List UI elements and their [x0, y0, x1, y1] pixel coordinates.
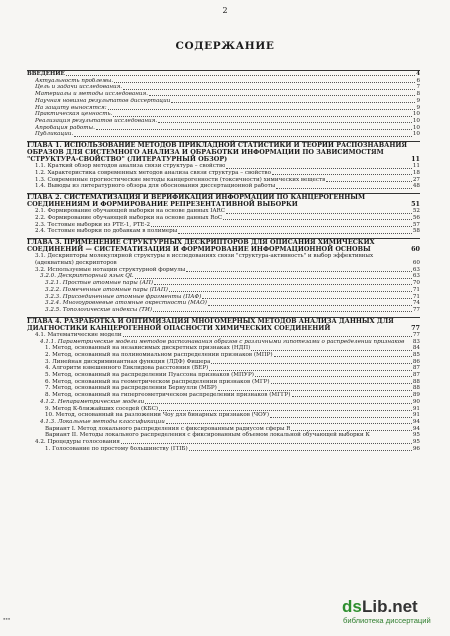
entry-title: 4.1.2. Непараметрические модели [40, 398, 145, 405]
entry-page: 95 [412, 439, 420, 446]
entry-title: Научная новизна результатов диссертации [35, 97, 171, 104]
chapter4-entry[interactable] [27, 385, 420, 392]
intro-entry[interactable] [27, 71, 420, 78]
entry-page: 89 [412, 392, 420, 399]
dot-leader [149, 95, 415, 96]
entry-page: 94 [412, 425, 420, 432]
chapter4-entry[interactable] [27, 365, 420, 372]
chapter3-entry[interactable] [27, 253, 420, 266]
dot-leader [154, 284, 412, 285]
entry-page: 10 [412, 131, 420, 138]
dot-leader [226, 168, 411, 169]
dot-leader [145, 403, 412, 404]
chapter1-entry[interactable] [27, 183, 420, 190]
dot-leader [186, 271, 412, 272]
svg-text:ds: ds [342, 597, 362, 616]
entry-title: Апробация работы. [35, 124, 95, 131]
dot-leader [166, 423, 412, 424]
chapter4-items [27, 332, 420, 453]
entry-page: 9 [416, 97, 420, 104]
entry-page: 88 [412, 385, 420, 392]
entry-page: 58 [412, 228, 420, 235]
dslib-logo [338, 593, 448, 627]
intro-entry[interactable] [27, 91, 420, 98]
chapter4-entry[interactable] [27, 372, 420, 379]
chapter2-entry[interactable] [27, 215, 420, 222]
scan-mark: ▪▪▪ [3, 616, 11, 621]
chapter4-entry[interactable] [27, 419, 420, 426]
chapter3-items [27, 253, 420, 313]
entry-title: 4.1.3. Локальные методы классификации [40, 418, 165, 425]
entry-title: 2.1. Формирование обучающей выборки на основе данных IARC [35, 208, 226, 215]
entry-title: 1.2. Характеристика современных методов анализа связи структура – свойство [35, 170, 271, 177]
entry-title: 3.2. Используемые нотации структурной формулы [35, 266, 186, 273]
chapter1-entry[interactable] [27, 170, 420, 177]
intro-entry[interactable] [27, 125, 420, 132]
entry-title: Актуальность проблемы. [35, 77, 114, 84]
dot-leader [202, 298, 412, 299]
chapter1-items [27, 163, 420, 190]
dot-leader [153, 311, 412, 312]
chapter2-entry[interactable] [27, 222, 420, 229]
chapter3-entry[interactable] [27, 287, 420, 294]
entry-title: 1.3. Современные прогностические методы канцерогенности (токсичности) химических веществ [35, 176, 326, 183]
dot-leader [113, 116, 412, 117]
entry-title: 4. Алгоритм взвешенного Евклидова расстояния (ВЕР) [45, 365, 209, 372]
dot-leader [326, 181, 412, 182]
chapter4-entry[interactable] [27, 352, 420, 359]
chapter4-entry[interactable] [27, 399, 420, 406]
entry-title: 9. Метод К-ближайших соседей (КБС) [45, 405, 159, 412]
svg-text:библиотека диссертаций: библиотека диссертаций [343, 616, 431, 625]
chapter4-entry[interactable] [27, 392, 420, 399]
entry-page: 91 [412, 412, 420, 419]
dot-leader [255, 376, 412, 377]
entry-title: 1. Метод, основанный на независимых дискретных признаках (НДП) [45, 345, 251, 352]
entry-title: Реализация результатов исследования. [35, 117, 158, 124]
entry-title: 3.1. Дескрипторы молекулярной структуры в исследованиях связи "структура-активность" и выбор эффективных (адекватных) дескрипторов [35, 253, 374, 267]
chapter1-entry[interactable] [27, 177, 420, 184]
entry-page: 85 [412, 351, 420, 358]
dot-leader [135, 278, 412, 279]
entry-page: 8 [416, 91, 420, 98]
entry-title: 8. Метод, основанный на гипергеометрическом распределении признаков (МГГР) [45, 392, 291, 399]
chapter4-entry[interactable] [27, 446, 420, 453]
entry-page: 94 [412, 418, 420, 425]
entry-title: 3.2.3. Присоединенные атомные фрагменты (ПАФ) [45, 293, 202, 300]
dot-leader [158, 122, 412, 123]
entry-page: 18 [412, 170, 420, 177]
chapter4-entry[interactable] [27, 345, 420, 352]
entry-title: 4.2. Процедуры голосования [35, 439, 120, 446]
entry-title: 6. Метод, основанный на геометрическом распределении признаков (МГР) [45, 378, 270, 385]
intro-entry[interactable] [27, 105, 420, 112]
entry-page: 84 [412, 345, 420, 352]
chapter3-entry[interactable] [27, 267, 420, 274]
chapter1-entry[interactable] [27, 163, 420, 170]
entry-page: 10 [412, 124, 420, 131]
entry-page: 52 [412, 208, 420, 215]
entry-title: Материалы и методы исследования. [35, 91, 148, 98]
chapter3-entry[interactable] [27, 300, 420, 307]
entry-page: 95 [412, 432, 420, 439]
chapter4-entry[interactable] [27, 432, 420, 439]
dot-leader [96, 129, 412, 130]
dot-leader [292, 396, 412, 397]
entry-page: 57 [412, 221, 420, 228]
entry-page: 63 [412, 266, 420, 273]
entry-page: 71 [412, 293, 420, 300]
entry-page: 96 [412, 445, 420, 452]
entry-page: 63 [412, 273, 420, 280]
entry-page: 60 [412, 260, 420, 267]
entry-title: 4.1.1. Параметрические модели методов распознавания образов с различными гипотезами о распределении признаков [40, 338, 405, 345]
dslib-logo-image [338, 593, 448, 627]
entry-page: 10 [412, 111, 420, 118]
dot-leader [271, 383, 412, 384]
chapter4-entry[interactable] [27, 379, 420, 386]
dot-leader [178, 233, 412, 234]
chapter4-entry[interactable] [27, 412, 420, 419]
entry-title: 1.4. Выводы из литературного обзора для обоснования диссертационной работы [35, 183, 276, 190]
dot-leader [226, 213, 412, 214]
entry-title: 3.2.1. Простые атомные пары (АП) [45, 280, 154, 287]
dot-leader [272, 174, 412, 175]
dot-leader [74, 136, 412, 137]
intro-entry[interactable] [27, 131, 420, 138]
dot-leader [218, 390, 412, 391]
dot-leader [274, 356, 412, 357]
intro-section [27, 71, 420, 138]
dot-leader [209, 370, 412, 371]
entry-title: 4.1. Математические модели [35, 331, 122, 338]
dot-leader [151, 226, 412, 227]
page-number: 2 [222, 6, 228, 15]
entry-title: 2.3. Тестовые выборки из PTE-1, PTE-2 [35, 221, 151, 228]
entry-page: 6 [416, 77, 420, 84]
chapter3-entry[interactable] [27, 280, 420, 287]
chapter3-entry[interactable] [27, 273, 420, 280]
toc-heading: СОДЕРЖАНИЕ [175, 40, 275, 52]
entry-title: 1. Голосование по простому большинству (ГПБ) [45, 445, 188, 452]
dot-leader [114, 82, 415, 83]
dot-leader [276, 188, 412, 189]
dot-leader [251, 350, 412, 351]
dot-leader [171, 102, 415, 103]
intro-entry[interactable] [27, 111, 420, 118]
dot-leader [123, 89, 415, 90]
entry-title: 2.2. Формирование обучающей выборки на основе данных RoC [35, 215, 223, 222]
entry-page: 11 [412, 163, 420, 170]
entry-title: 1.1. Краткий обзор методов анализа связи структура – свойство [35, 163, 226, 170]
entry-title: 5. Метод, основанный на распределении Пуассона признаков (МПУР) [45, 372, 254, 379]
chapter2-title[interactable]: ГЛАВА 2. СИСТЕМАТИЗАЦИЯ И ВЕРИФИКАЦИЯ ИНФОРМАЦИИ ПО КАНЦЕРОГЕННЫМ СОЕДИНЕНИЯМ И ФОРМИРОВАНИЕ РЕПРЕЗЕНТАТИВНОЙ ВЫБОРКИ 51 [27, 193, 420, 209]
chapter3-title[interactable]: ГЛАВА 3. ПРИМЕНЕНИЕ СТРУКТУРНЫХ ДЕСКРИПТОРОВ ДЛЯ ОПИСАНИЯ ХИМИЧЕСКИХ СОЕДИНЕНИЙ — СИСТЕМАТИЗАЦИЯ И ФОРМИРОВАНИЕ ИНФОРМАЦИОННОЙ ОСНОВЫ 60 [27, 238, 420, 254]
entry-title: 10. Метод, основанный на разложении Чоу для бинарных признаков (ЧОУ) [45, 412, 269, 419]
dot-leader [169, 291, 412, 292]
dot-leader [208, 305, 412, 306]
entry-page: 86 [412, 358, 420, 365]
dot-leader [291, 430, 411, 431]
intro-entry[interactable] [27, 118, 420, 125]
entry-page: 70 [412, 280, 420, 287]
entry-page: 71 [412, 286, 420, 293]
entry-page: 74 [412, 300, 420, 307]
entry-title: Вариант I. Метод локального распределения с фиксированным радиусом сферы R [45, 425, 291, 432]
entry-page: 90 [412, 398, 420, 405]
entry-page: 87 [412, 365, 420, 372]
intro-entry[interactable] [27, 84, 420, 91]
entry-title: 3.2.0. Дескрипторный язык QL [40, 273, 134, 280]
entry-title: Цель и задачи исследования. [35, 84, 123, 91]
dot-leader [159, 410, 412, 411]
entry-title: Вариант II. Методы локального распределения с фиксированным объемом локальной обучающей выборки К [45, 432, 370, 439]
dot-leader [121, 443, 412, 444]
chapter4-entry[interactable] [27, 359, 420, 366]
entry-page: 9 [416, 104, 420, 111]
entry-title: 2.4. Тестовые выборки по добавкам в полимеры [35, 228, 178, 235]
intro-entry[interactable] [27, 78, 420, 85]
entry-page: 91 [412, 405, 420, 412]
entry-title: Практическая ценность. [35, 111, 113, 118]
dot-leader [223, 219, 412, 220]
entry-title: На защиту выносятся: [35, 104, 107, 111]
intro-entry[interactable] [27, 98, 420, 105]
entry-page: 10 [412, 117, 420, 124]
chapter2-items [27, 208, 420, 235]
entry-title: 3. Линейная дискриминантная функция (ЛДФ) Фишера [45, 358, 211, 365]
dot-leader [123, 336, 412, 337]
chapter4-entry[interactable] [27, 339, 420, 346]
table-of-contents [27, 70, 420, 452]
chapter4-entry[interactable] [27, 332, 420, 339]
entry-title: 3.2.5. Топологические индексы (ТИ) [45, 306, 153, 313]
chapter1-title[interactable]: ГЛАВА 1. ИСПОЛЬЗОВАНИЕ МЕТОДОВ ПРИКЛАДНОЙ СТАТИСТИКИ И ТЕОРИИ РАСПОЗНАВАНИЯ ОБРАЗОВ ДЛЯ СИСТЕМНОГО АНАЛИЗА И ОБРАБОТКИ ИНФОРМАЦИИ ПО ЗАВИСИМОСТЯМ "СТРУКТУРА-СВОЙСТВО" (ЛИТЕРАТУРНЫЙ ОБЗОР) 11 [27, 141, 420, 164]
dot-leader [211, 363, 411, 364]
entry-page: 77 [412, 306, 420, 313]
dot-leader [108, 109, 416, 110]
entry-title: 3.2.4. Многоуровневые атомные окрестности (МАО) [45, 300, 207, 307]
entry-page: 77 [412, 331, 420, 338]
entry-title: Публикации. [35, 131, 74, 138]
dot-leader [66, 75, 415, 76]
svg-text:Lib.net: Lib.net [362, 597, 418, 616]
entry-page: 83 [412, 338, 420, 345]
entry-page: 88 [412, 378, 420, 385]
entry-title: 2. Метод, основанный на полиномиальном распределении признаков (МПР) [45, 351, 273, 358]
chapter2-entry[interactable] [27, 208, 420, 215]
chapter4-entry[interactable] [27, 439, 420, 446]
entry-page: 48 [412, 183, 420, 190]
entry-page: 7 [416, 84, 420, 91]
dot-leader [270, 417, 412, 418]
entry-page: 56 [412, 215, 420, 222]
dot-leader [189, 450, 412, 451]
entry-page: 27 [412, 176, 420, 183]
chapter3-entry[interactable] [27, 294, 420, 301]
chapter2-entry[interactable] [27, 228, 420, 235]
chapter3-entry[interactable] [27, 307, 420, 314]
entry-page: 87 [412, 372, 420, 379]
entry-page: 4 [416, 71, 420, 77]
entry-title: 7. Метод, основанный на распределении Бернулли (МБР) [45, 385, 217, 392]
entry-title: 3.2.2. Помеченные атомные пары (ПАП) [45, 286, 168, 293]
chapter4-entry[interactable] [27, 406, 420, 413]
chapter4-title[interactable]: ГЛАВА 4. РАЗРАБОТКА И ОПТИМИЗАЦИЯ МНОГОМЕРНЫХ МЕТОДОВ АНАЛИЗА ДАННЫХ ДЛЯ ДИАГНОСТИКИ КАНЦЕРОГЕННОЙ ОПАСНОСТИ ХИМИЧЕСКИХ СОЕДИНЕНИЙ 77 [27, 316, 420, 332]
entry-title: ВВЕДЕНИЕ [27, 71, 65, 77]
